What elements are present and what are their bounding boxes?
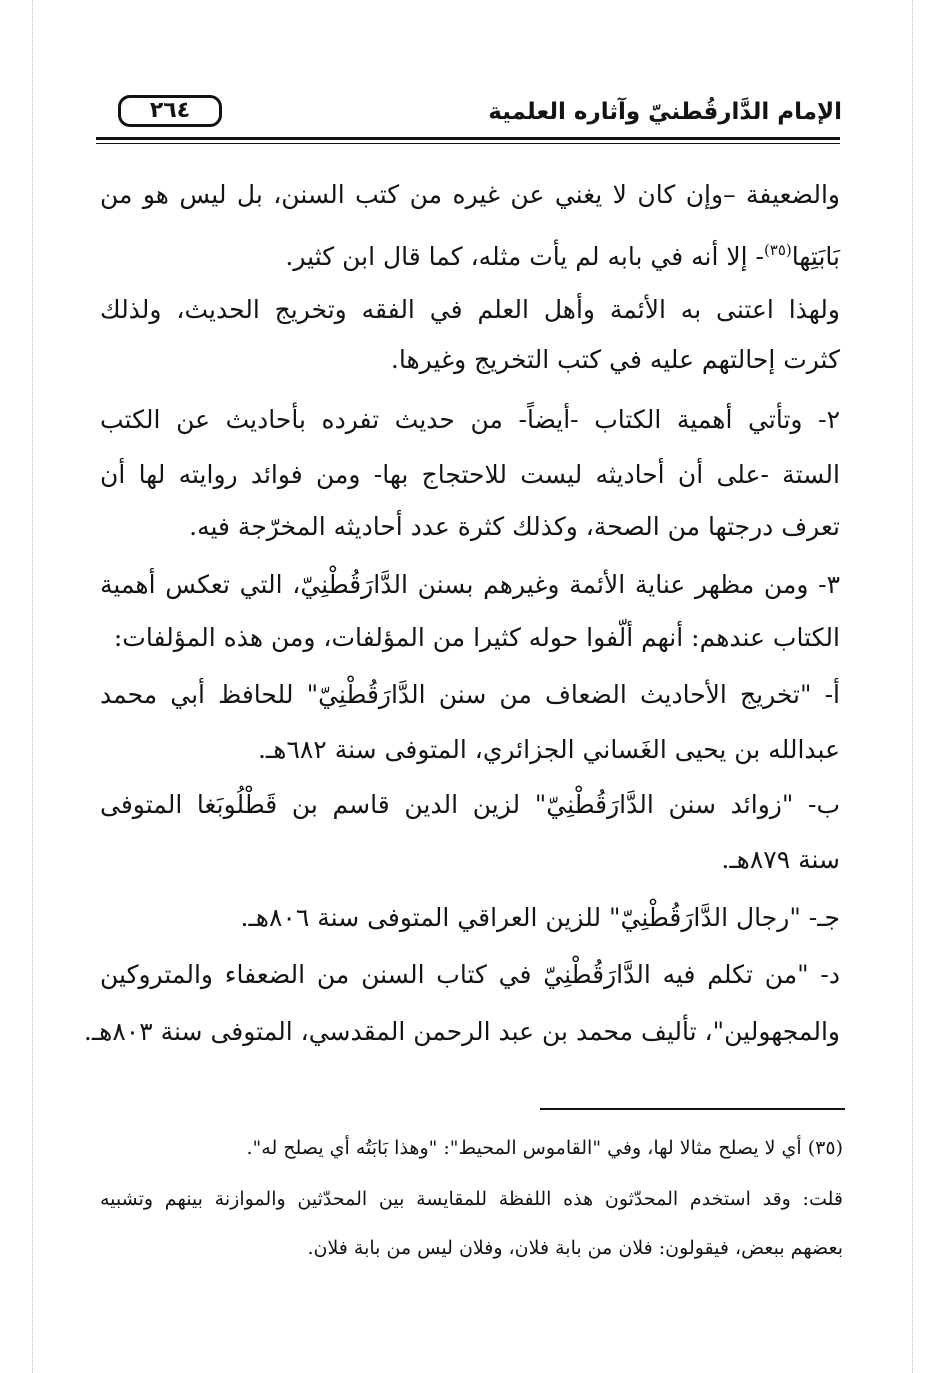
sub-item-a-line: عبدالله بن يحيى الغَساني الجزائري، المتوفى سنة ٦٨٢هـ.: [257, 735, 840, 764]
page-number: ٢٦٤: [118, 95, 222, 127]
body-line: والضعيفة –وإن كان لا يغني عن غيره من كتب السنن، بل ليس هو من: [100, 180, 840, 209]
body-line: ولهذا اعتنى به الأئمة وأهل العلم في الفقه وتخريج الحديث، ولذلك: [100, 295, 840, 324]
body-line: كثرت إحالتهم عليه في كتب التخريج وغيرها.: [390, 345, 840, 374]
sub-item-d-line: د- "من تكلم فيه الدَّارَقُطْنِيّ في كتاب السنن من الضعفاء والمتروكين: [100, 960, 840, 989]
footnote-reference: (٣٥): [763, 241, 792, 259]
header-rule: [96, 137, 840, 140]
footnote-line: قلت: وقد استخدم المحدّثون هذه اللفظة للمقايسة بين المحدّثين والموازنة بينهم وتشبيه: [100, 1188, 843, 1210]
sub-item-a-line: أ- "تخريج الأحاديث الضعاف من سنن الدَّارَقُطْنِيّ" للحافظ أبي محمد: [100, 680, 840, 709]
running-header-title: الإمام الدَّارقُطنيّ وآثاره العلمية: [488, 99, 842, 125]
scan-artifact-dots-right: [912, 0, 913, 1373]
footnote-separator: [540, 1108, 845, 1110]
sub-item-b-line: سنة ٨٧٩هـ.: [721, 845, 840, 874]
scan-artifact-dots-left: [32, 0, 33, 1373]
list-item-2-line: الستة -على أن أحاديثه ليست للاحتجاج بها- ومن فوائد روايته لها أن: [100, 460, 840, 489]
sub-item-b-line: ب- "زوائد سنن الدَّارَقُطْنِيّ" لزين الدين قاسم بن قَطْلُوبَغا المتوفى: [100, 790, 840, 819]
header-rule-thin: [96, 143, 840, 144]
footnote-line: (٣٥) أي لا يصلح مثالا لها، وفي "القاموس المحيط": "وهذا بَابَتُه أي يصلح له".: [246, 1137, 843, 1159]
body-text: - إلا أنه في بابه لم يأت مثله، كما قال ابن كثير.: [285, 242, 764, 271]
sub-item-d-line: والمجهولين"، تأليف محمد بن عبد الرحمن المقدسي، المتوفى سنة ٨٠٣هـ.: [83, 1017, 840, 1046]
list-item-2-line: ٢- وتأتي أهمية الكتاب -أيضاً- من حديث تفرده بأحاديث عن الكتب: [100, 405, 840, 434]
sub-item-c-line: جـ- "رجال الدَّارَقُطْنِيّ" للزين العراقي المتوفى سنة ٨٠٦هـ.: [240, 903, 840, 932]
body-line-with-footnote-ref: [100, 230, 840, 277]
footnote-line: بعضهم ببعض، فيقولون: فلان من بابة فلان، وفلان ليس من بابة فلان.: [307, 1237, 843, 1259]
list-item-3-line: الكتاب عندهم: أنهم ألّفوا حوله كثيرا من المؤلفات، ومن هذه المؤلفات:: [113, 623, 840, 652]
list-item-3-line: ٣- ومن مظهر عناية الأئمة وغيرهم بسنن الدَّارَقُطْنِيّ، التي تعكس أهمية: [100, 570, 840, 599]
list-item-2-line: تعرف درجتها من الصحة، وكذلك كثرة عدد أحاديثه المخرّجة فيه.: [189, 512, 840, 541]
body-text: بَابَتِها: [791, 242, 840, 271]
